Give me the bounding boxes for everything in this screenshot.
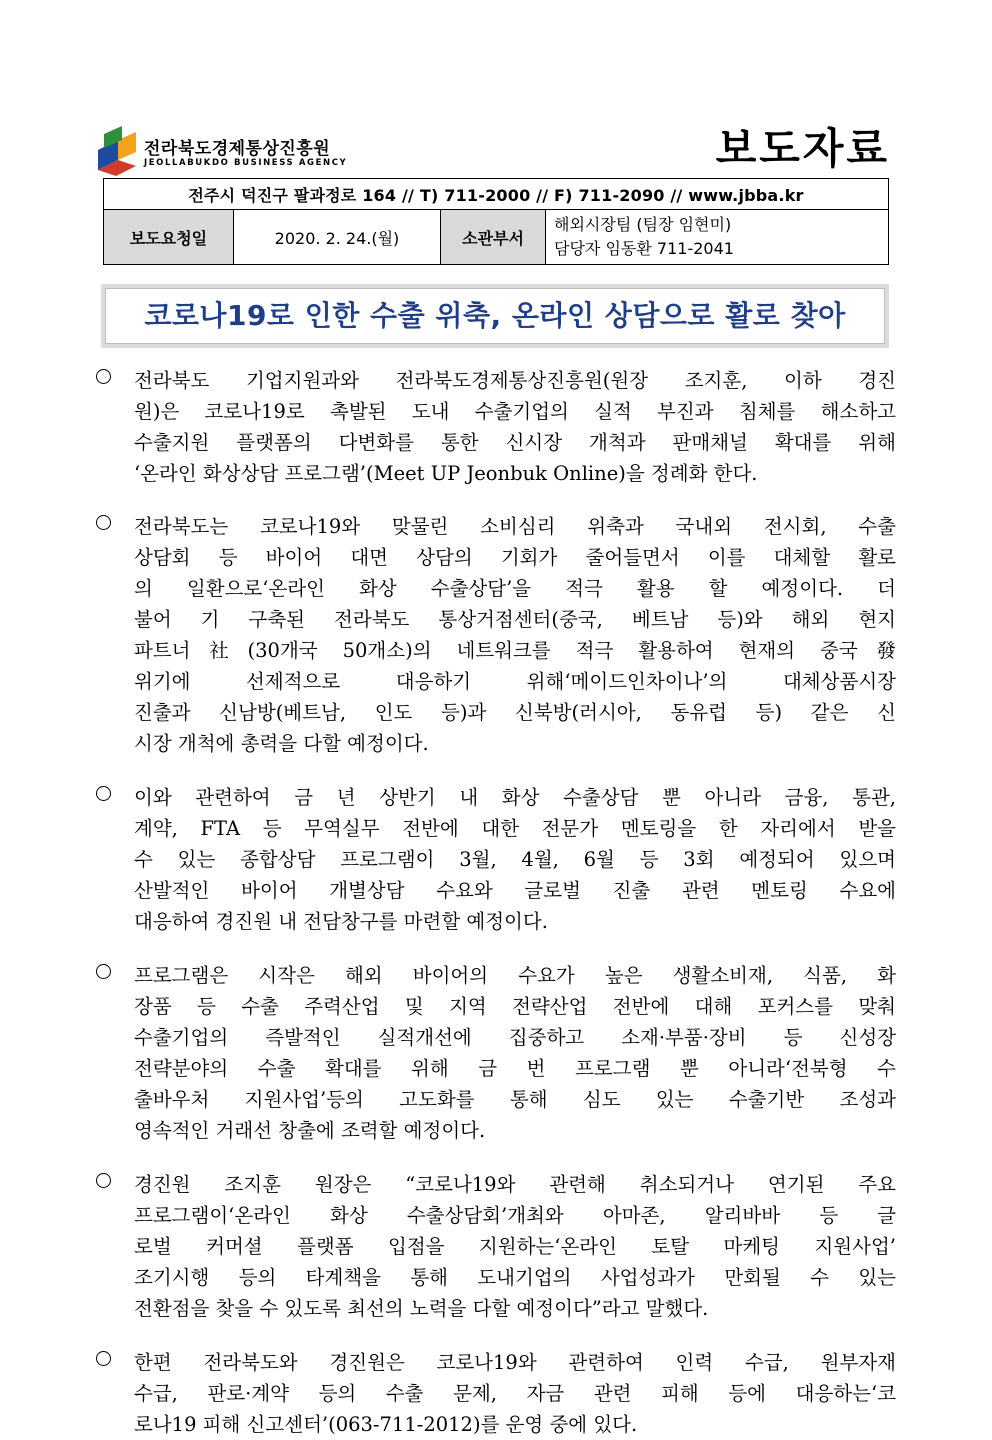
paragraph-line: 산발적인 바이어 개별상담 수요와 글로벌 진출 관련 멘토링 수요에 [134,879,896,902]
paragraph [96,1169,896,1324]
bullet-circle-icon [96,515,111,530]
agency-logo [96,120,386,176]
paragraph-line: 수출기업의 즉발적인 실적개선에 집중하고 소재·부품·장비 등 신성장 [134,1026,896,1049]
paragraph-line: 위기에 선제적으로 대응하기 위해‘메이드인차이나’의 대체상품시장 [134,670,896,693]
paragraph-line: 상담회 등 바이어 대면 상담의 기회가 줄어들면서 이를 대체할 활로 [134,546,896,569]
paragraph-line: 한편 전라북도와 경진원은 코로나19와 관련하여 인력 수급, 원부자재 [134,1351,896,1374]
paragraph-line: 영속적인 거래선 창출에 조력할 예정이다. [134,1119,486,1142]
paragraph-line: 의 일환으로‘온라인 화상 수출상담’을 적극 활용 할 예정이다. 더 [134,577,896,600]
paragraph-line: ‘온라인 화상상담 프로그램’(Meet UP Jeonbuk Online)을 정례화 한다. [134,462,758,485]
paragraph [96,960,896,1146]
agency-emblem-icon [96,120,140,176]
paragraph-line: 불어 기 구축된 전라북도 통상거점센터(중국, 베트남 등)와 해외 현지 [134,608,896,631]
bullet-circle-icon [96,1351,111,1366]
department-value [546,210,889,265]
paragraph-line: 진출과 신남방(베트남, 인도 등)과 신북방(러시아, 동유럽 등) 같은 신 [134,701,896,724]
bullet-circle-icon [96,786,111,801]
department-team: 해외시장팀 (팀장 임현미) [554,215,732,234]
paragraph-line: 수 있는 종합상담 프로그램이 3월, 4월, 6월 등 3회 예정되어 있으며 [134,848,896,871]
paragraph-line: 프로그램은 시작은 해외 바이어의 수요가 높은 생활소비재, 식품, 화 [134,964,896,987]
release-date-label: 보도요청일 [104,210,234,265]
paragraph-line: 로나19 피해 신고센터’(063-711-2012)를 운영 중에 있다. [134,1413,638,1436]
letterhead [96,112,896,178]
press-info-table [103,178,889,265]
document-type-title: 보도자료 [715,124,890,173]
paragraph-line: 전라북도는 코로나19와 맞물린 소비심리 위축과 국내외 전시회, 수출 [134,515,896,538]
paragraph [96,782,896,937]
paragraph-line: 계약, FTA 등 무역실무 전반에 대한 전문가 멘토링을 한 자리에서 받을 [134,817,896,840]
headline: 코로나19로 인한 수출 위축, 온라인 상담으로 활로 찾아 [144,299,846,332]
bullet-circle-icon [96,964,111,979]
paragraph-line: 파트너社(30개국 50개소)의 네트워크를 적극 활용하여 현재의 중국發 [134,639,896,662]
paragraph-line: 원)은 코로나19로 촉발된 도내 수출기업의 실적 부진과 침체를 해소하고 [134,400,896,423]
bullet-circle-icon [96,369,111,384]
paragraph-line: 전략분야의 수출 확대를 위해 금 번 프로그램 뿐 아니라‘전북형 수 [134,1057,896,1080]
paragraph-line: 시장 개척에 총력을 다할 예정이다. [134,732,429,755]
paragraph-line: 이와 관련하여 금 년 상반기 내 화상 수출상담 뿐 아니라 금융, 통관, [134,786,896,809]
paragraph-line: 로벌 커머셜 플랫폼 입점을 지원하는‘온라인 토탈 마케팅 지원사업’ [134,1235,896,1258]
paragraph-line: 전환점을 찾을 수 있도록 최선의 노력을 다할 예정이다”라고 말했다. [134,1297,709,1320]
release-date-value: 2020. 2. 24.(월) [234,210,441,265]
article-body [96,365,896,1440]
paragraph-line: 수급, 판로·계약 등의 수출 문제, 자금 관련 피해 등에 대응하는‘코 [134,1382,896,1405]
agency-english-name: JEOLLABUKDO BUSINESS AGENCY [144,158,348,168]
paragraph-line: 수출지원 플랫폼의 다변화를 통한 신시장 개척과 판매채널 확대를 위해 [134,431,896,454]
paragraph-line: 대응하여 경진원 내 전담창구를 마련할 예정이다. [134,910,548,933]
paragraph-line: 장품 등 수출 주력산업 및 지역 전략산업 전반에 대해 포커스를 맞춰 [134,995,896,1018]
bullet-circle-icon [96,1173,111,1188]
department-contact: 담당자 임동환 711-2041 [554,239,734,258]
department-label: 소관부서 [441,210,546,265]
contact-line: 전주시 덕진구 팔과정로 164 // T) 711-2000 // F) 711-2090 // www.jbba.kr [104,179,889,210]
paragraph [96,1347,896,1440]
paragraph-line: 출바우처 지원사업’등의 고도화를 통해 심도 있는 수출기반 조성과 [134,1088,896,1111]
agency-name: 전라북도경제통상진흥원 [144,139,331,159]
paragraph-line: 조기시행 등의 타계책을 통해 도내기업의 사업성과가 만회될 수 있는 [134,1266,896,1289]
paragraph [96,511,896,759]
headline-box [101,284,889,348]
paragraph-line: 경진원 조지훈 원장은 “코로나19와 관련해 취소되거나 연기된 주요 [134,1173,896,1196]
paragraph-line: 전라북도 기업지원과와 전라북도경제통상진흥원(원장 조지훈, 이하 경진 [134,369,896,392]
paragraph [96,365,896,489]
paragraph-line: 프로그램이‘온라인 화상 수출상담회’개최와 아마존, 알리바바 등 글 [134,1204,896,1227]
